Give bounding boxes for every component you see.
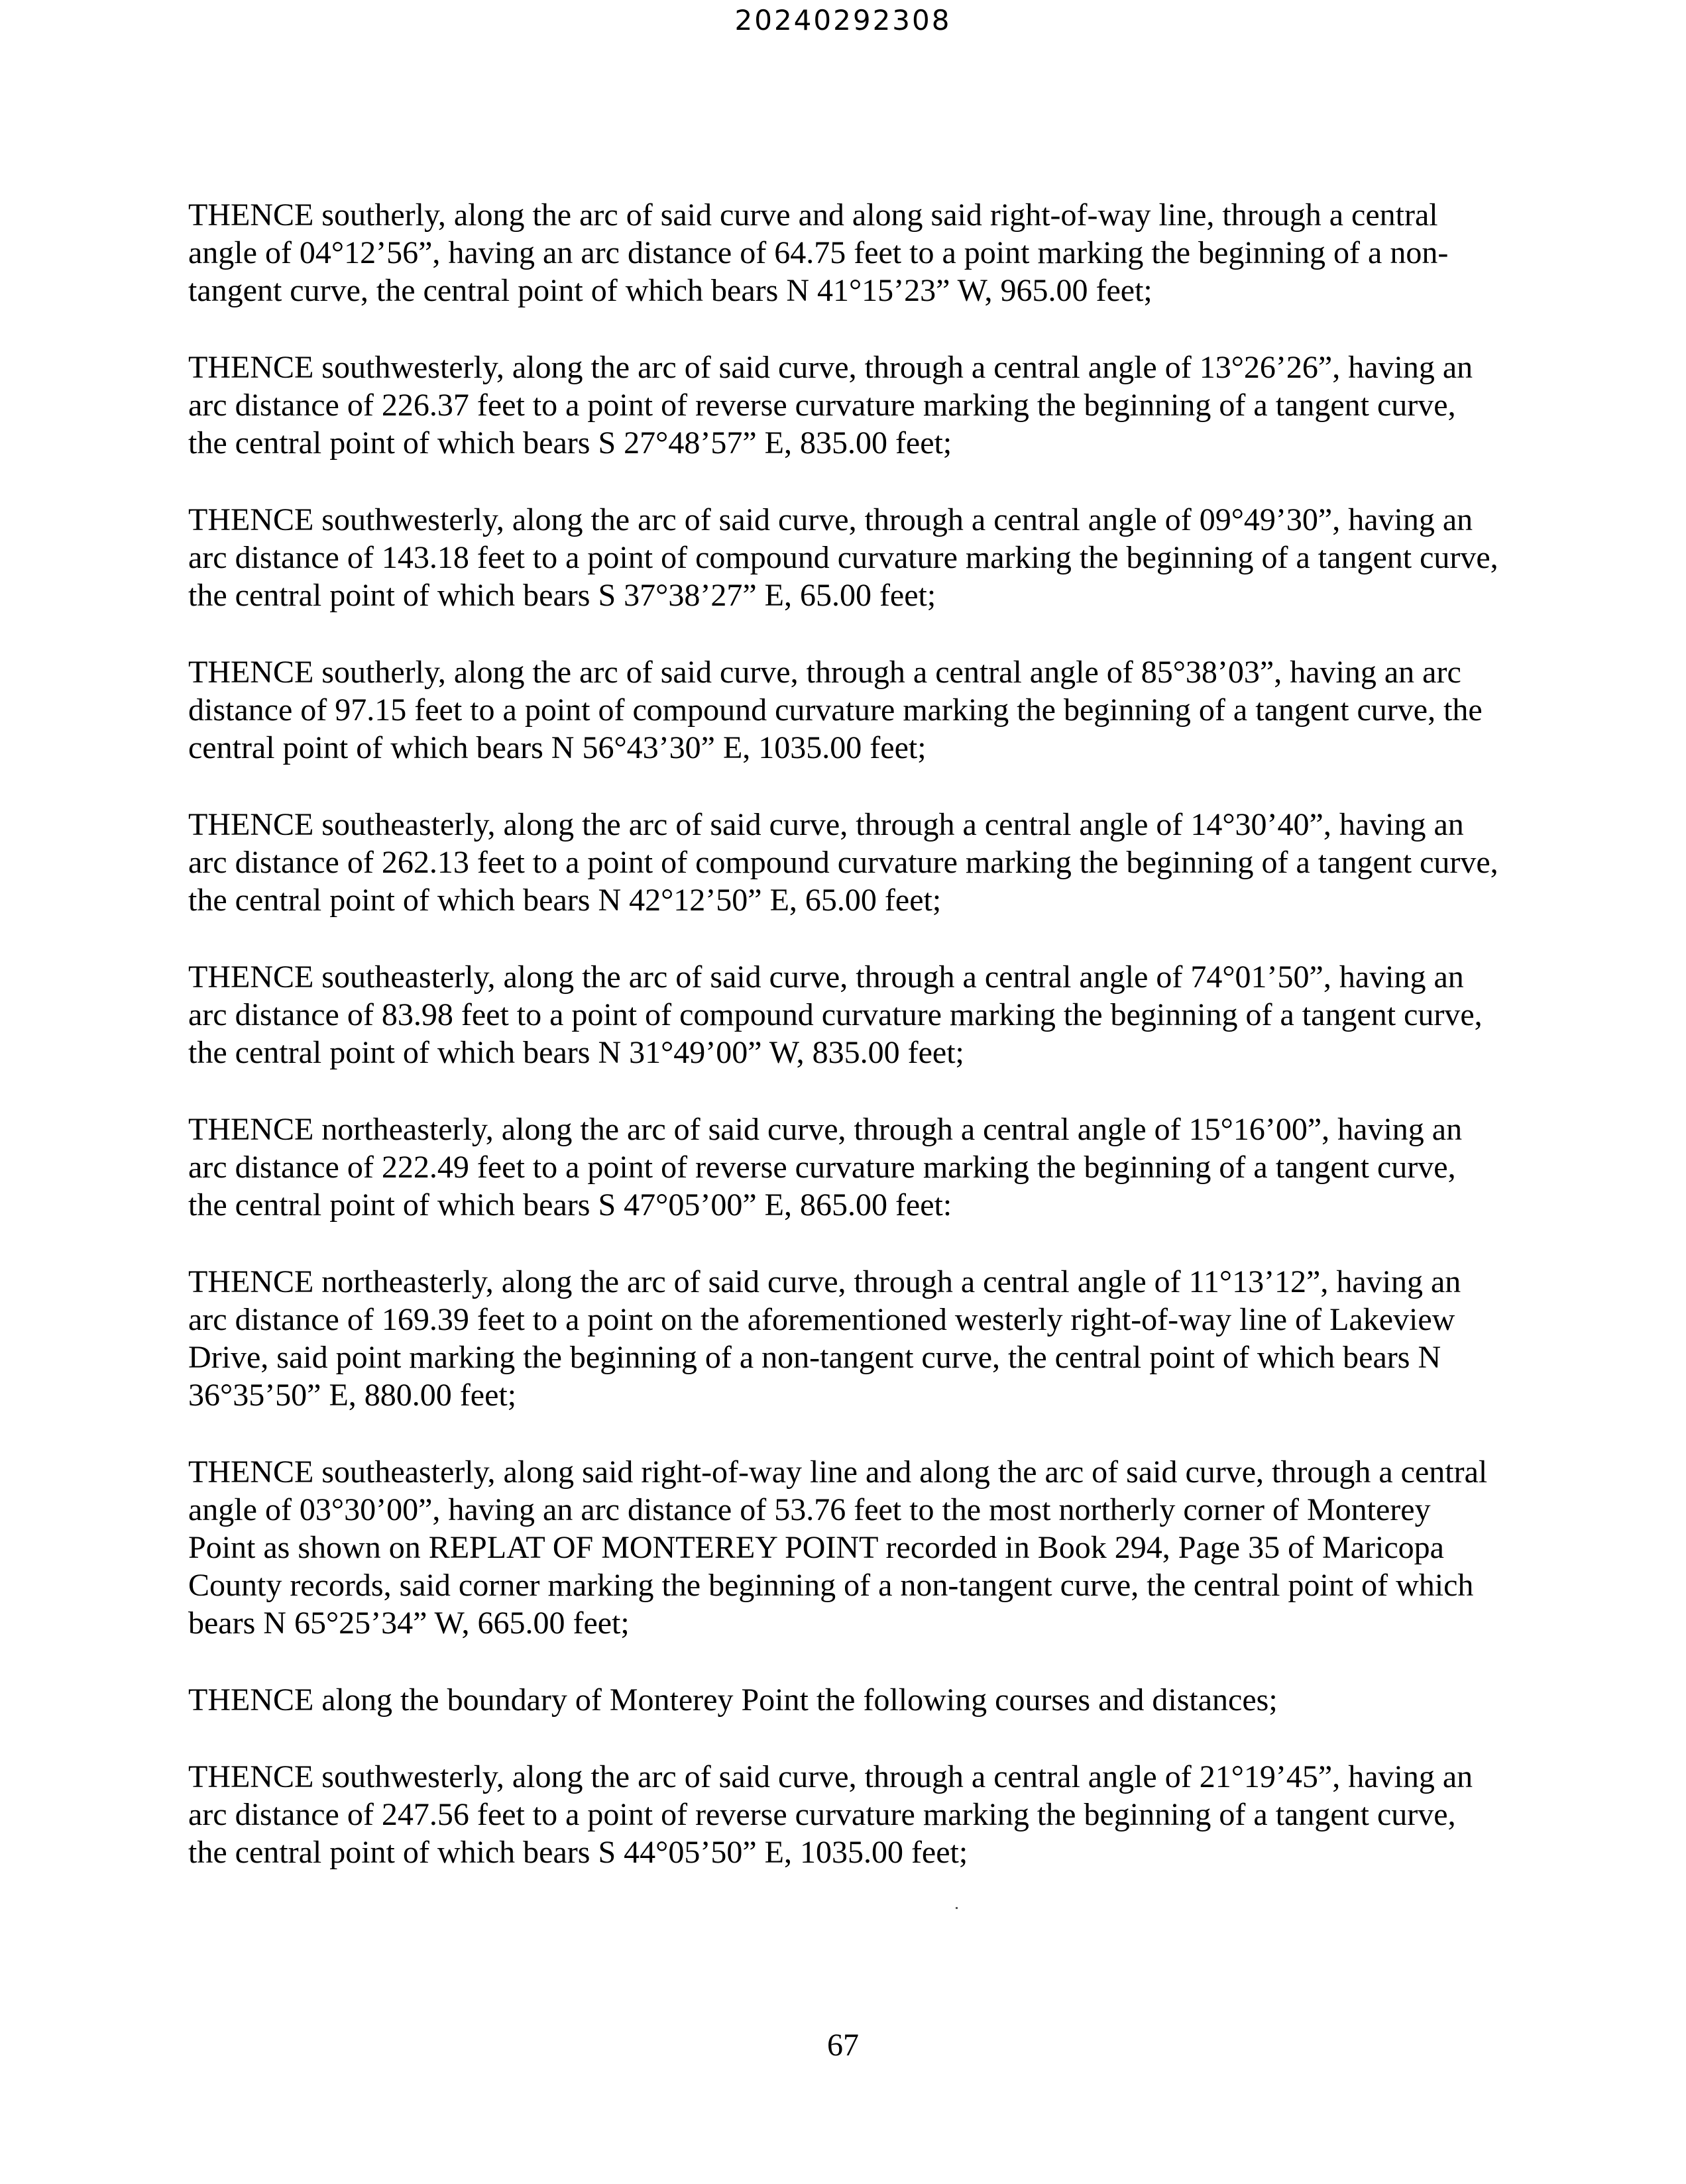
course-paragraph: THENCE southeasterly, along said right-of-way line and along the arc of said curve, through a central angle of 03°30’00”, having an arc distance of 53.76 feet to the most northerly corner of Monterey Point as shown on REPLAT OF MONTEREY POINT recorded in Book 294, Page 35 of Maricopa County records, said corner marking the beginning of a non-tangent curve, the central point of which bears N 65°25’34” W, 665.00 feet; [188, 1454, 1488, 1641]
course-paragraph: THENCE southwesterly, along the arc of said curve, through a central angle of 09°49’30”, having an arc distance of 143.18 feet to a point of compound curvature marking the beginning of a tangent curve, the central point of which bears S 37°38’27” E, 65.00 feet; [188, 502, 1498, 613]
legal-description-body [188, 196, 1500, 1910]
course-paragraph: THENCE northeasterly, along the arc of said curve, through a central angle of 11°13’12”, having an arc distance of 169.39 feet to a point on the aforementioned westerly right-of-way line of Lakeview Drive, said point marking the beginning of a non-tangent curve, the central point of which bears N 36°35’50” E, 880.00 feet; [188, 1264, 1461, 1413]
page-number: 67 [827, 2028, 859, 2063]
course-paragraph: THENCE southerly, along the arc of said curve and along said right-of-way line, through a central angle of 04°12’56”, having an arc distance of 64.75 feet to a point marking the beginning of a non-tangent curve, the central point of which bears N 41°15’23” W, 965.00 feet; [188, 197, 1449, 308]
course-paragraph: THENCE southeasterly, along the arc of said curve, through a central angle of 74°01’50”, having an arc distance of 83.98 feet to a point of compound curvature marking the beginning of a tangent curve, the central point of which bears N 31°49’00” W, 835.00 feet; [188, 959, 1483, 1070]
course-paragraph: THENCE southwesterly, along the arc of said curve, through a central angle of 21°19’45”, having an arc distance of 247.56 feet to a point of reverse curvature marking the beginning of a tangent curve, the central point of which bears S 44°05’50” E, 1035.00 feet; [188, 1759, 1473, 1870]
document-number: 20240292308 [734, 4, 952, 36]
course-paragraph: THENCE southeasterly, along the arc of said curve, through a central angle of 14°30’40”, having an arc distance of 262.13 feet to a point of compound curvature marking the beginning of a tangent curve, the central point of which bears N 42°12’50” E, 65.00 feet; [188, 807, 1498, 918]
boundary-intro-paragraph: THENCE along the boundary of Monterey Point the following courses and distances; [188, 1682, 1278, 1718]
scan-speck [956, 1907, 958, 1909]
course-paragraph: THENCE northeasterly, along the arc of said curve, through a central angle of 15°16’00”, having an arc distance of 222.49 feet to a point of reverse curvature marking the beginning of a tangent curve, the central point of which bears S 47°05’00” E, 865.00 feet: [188, 1112, 1463, 1223]
course-paragraph: THENCE southwesterly, along the arc of said curve, through a central angle of 13°26’26”, having an arc distance of 226.37 feet to a point of reverse curvature marking the beginning of a tangent curve, the central point of which bears S 27°48’57” E, 835.00 feet; [188, 350, 1473, 461]
course-paragraph: THENCE southerly, along the arc of said curve, through a central angle of 85°38’03”, having an arc distance of 97.15 feet to a point of compound curvature marking the beginning of a tangent curve, the central point of which bears N 56°43’30” E, 1035.00 feet; [188, 655, 1483, 765]
